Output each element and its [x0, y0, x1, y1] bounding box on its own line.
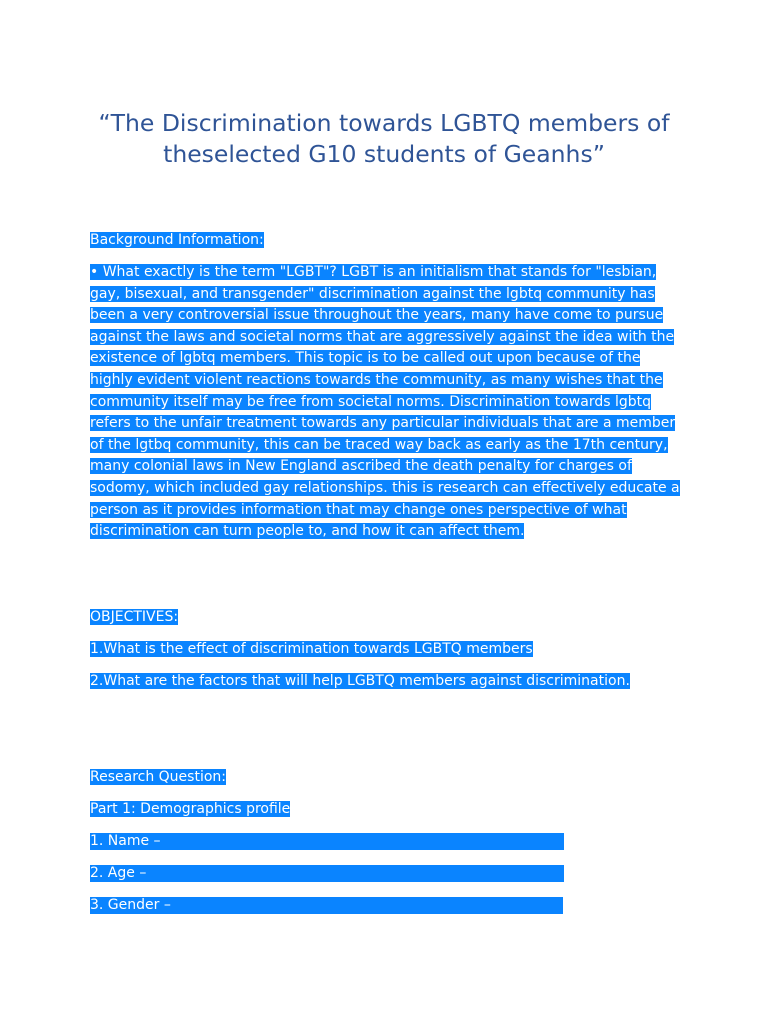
part1-heading-text: Part 1: Demographics profile	[90, 801, 291, 817]
gender-field-label: 3. Gender –	[90, 897, 171, 913]
objective-item-2-text: 2.What are the factors that will help LGBTQ members against discrimination.	[90, 673, 630, 689]
objectives-heading-text: OBJECTIVES:	[90, 609, 179, 625]
research-question-heading	[90, 767, 226, 789]
name-field-label: 1. Name –	[90, 833, 161, 849]
background-paragraph	[90, 262, 680, 543]
age-field	[90, 865, 564, 882]
name-field	[90, 833, 564, 850]
objective-item-1-text: 1.What is the effect of discrimination towards LGBTQ members	[90, 641, 533, 657]
objectives-heading	[90, 607, 178, 629]
background-heading-text: Background Information:	[90, 232, 264, 248]
background-paragraph-text: • What exactly is the term "LGBT"? LGBT is an initialism that stands for "lesbian, gay, bisexual, and transgender" discrimination against the lgbtq community has been a very controversial issue throughout the years, many have come to pursue against the laws and societal norms that are aggressively against the idea with the existence of lgbtq members. This topic is to be called out upon because of the highly evident violent reactions towards the community, as many wishes that the community itself may be free from societal norms. Discrimination towards lgbtq refers to the unfair treatment towards any particular individuals that are a member of the lgtbq community, this can be traced way back as early as the 17th century, many colonial laws in New England ascribed the death penalty for charges of sodomy, which included gay relationships. this is research can effectively educate a person as it provides information that may change ones perspective of what discrimination can turn people to, and how it can affect them.	[90, 264, 680, 540]
document-title: “The Discrimination towards LGBTQ members of theselected G10 students of Geanhs”	[98, 109, 670, 168]
gender-field	[90, 897, 563, 914]
objective-item-1	[90, 639, 533, 661]
research-question-heading-text: Research Question:	[90, 769, 227, 785]
part1-heading	[90, 799, 290, 821]
age-field-label: 2. Age –	[90, 865, 147, 881]
objective-item-2	[90, 671, 630, 693]
background-heading	[90, 230, 264, 252]
